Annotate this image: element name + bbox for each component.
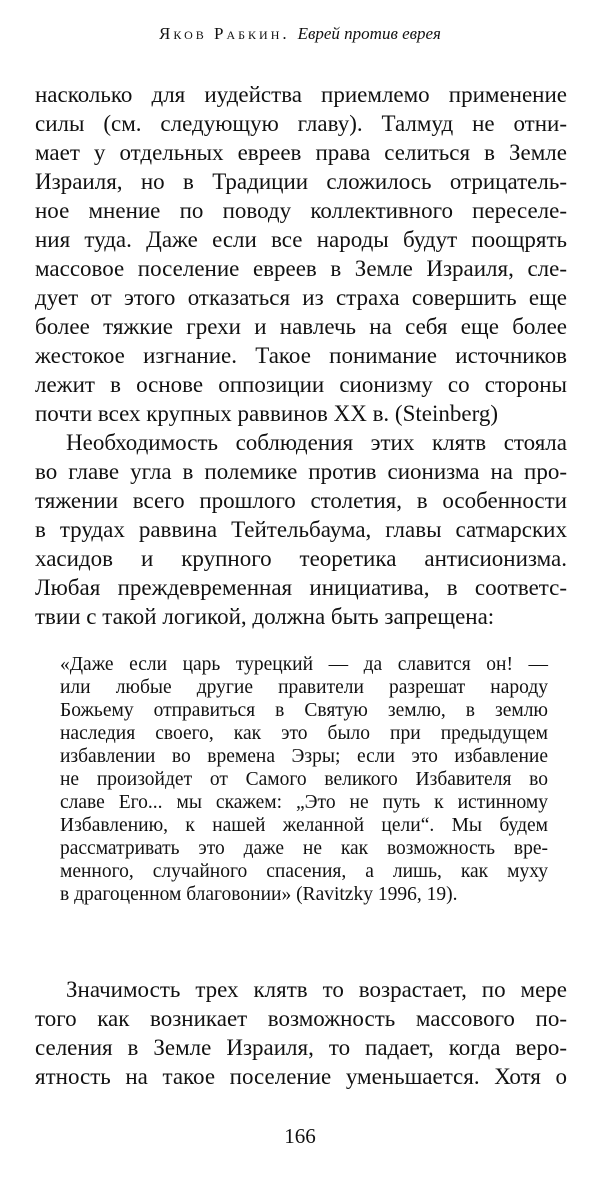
- quote-line: «Даже если царь турецкий — да славится он! —: [60, 654, 548, 675]
- quote-line: Божьему отправиться в Святую землю, в землю: [60, 700, 548, 721]
- text-line: во главе угла в полемике против сионизма на про-: [35, 459, 567, 484]
- running-head: [0, 22, 600, 46]
- quote-line: не произойдет от Самого великого Избавителя во: [60, 769, 548, 790]
- quote-line: рассматривать это даже не как возможность вре-: [60, 838, 548, 859]
- text-line: дует от этого отказаться из страха совершить еще: [35, 285, 567, 310]
- text-line: насколько для иудейства приемлемо применение: [35, 82, 567, 107]
- running-head-title: Еврей против еврея: [297, 24, 441, 43]
- text-line: Любая преждевременная инициатива, в соответс-: [35, 575, 567, 600]
- text-line: того как возникает возможность массового по-: [35, 1006, 567, 1031]
- text-line: более тяжкие грехи и навлечь на себя еще более: [35, 314, 567, 339]
- text-line: ное мнение по поводу коллективного переселе-: [35, 198, 567, 223]
- text-line: Значимость трех клятв то возрастает, по мере: [66, 977, 567, 1002]
- text-line: жестокое изгнание. Такое понимание источников: [35, 343, 567, 368]
- quote-line: в драгоценном благовонии» (Ravitzky 1996, 19).: [60, 884, 458, 905]
- text-line: почти всех крупных раввинов XX в. (Steinberg): [35, 401, 498, 426]
- text-line: селения в Земле Израиля, то падает, когда веро-: [35, 1035, 567, 1060]
- quote-line: Избавлению, к нашей желанной цели“. Мы будем: [60, 815, 548, 836]
- text-line: Израиля, но в Традиции сложилось отрицатель-: [35, 169, 567, 194]
- running-head-author: Яков Рабкин.: [159, 24, 290, 43]
- text-line: твии с такой логикой, должна быть запрещена:: [35, 604, 495, 629]
- page-number: 166: [284, 1124, 316, 1148]
- text-line: тяжении всего прошлого столетия, в особенности: [35, 488, 567, 513]
- text-line: ятность на такое поселение уменьшается. Хотя о: [35, 1064, 567, 1089]
- quote-line: славе Его... мы скажем: „Это не путь к истинному: [60, 792, 548, 813]
- text-line: хасидов и крупного теоретика антисионизма.: [35, 546, 567, 571]
- quote-line: избавлении во времена Эзры; если это избавление: [60, 746, 548, 767]
- text-line: мает у отдельных евреев права селиться в Земле: [35, 140, 567, 165]
- text-line: в трудах раввина Тейтельбаума, главы сатмарских: [35, 517, 567, 542]
- text-line: лежит в основе оппозиции сионизму со стороны: [35, 372, 567, 397]
- text-line: массовое поселение евреев в Земле Израиля, сле-: [35, 256, 567, 281]
- quote-line: или любые другие правители разрешат народу: [60, 677, 548, 698]
- text-line: Необходимость соблюдения этих клятв стояла: [66, 430, 567, 455]
- text-line: силы (см. следующую главу). Талмуд не отни-: [35, 111, 567, 136]
- text-line: ния туда. Даже если все народы будут поощрять: [35, 227, 567, 252]
- quote-line: наследия своего, как это было при предыдущем: [60, 723, 548, 744]
- quote-line: менного, случайного спасения, а лишь, как муху: [60, 861, 548, 882]
